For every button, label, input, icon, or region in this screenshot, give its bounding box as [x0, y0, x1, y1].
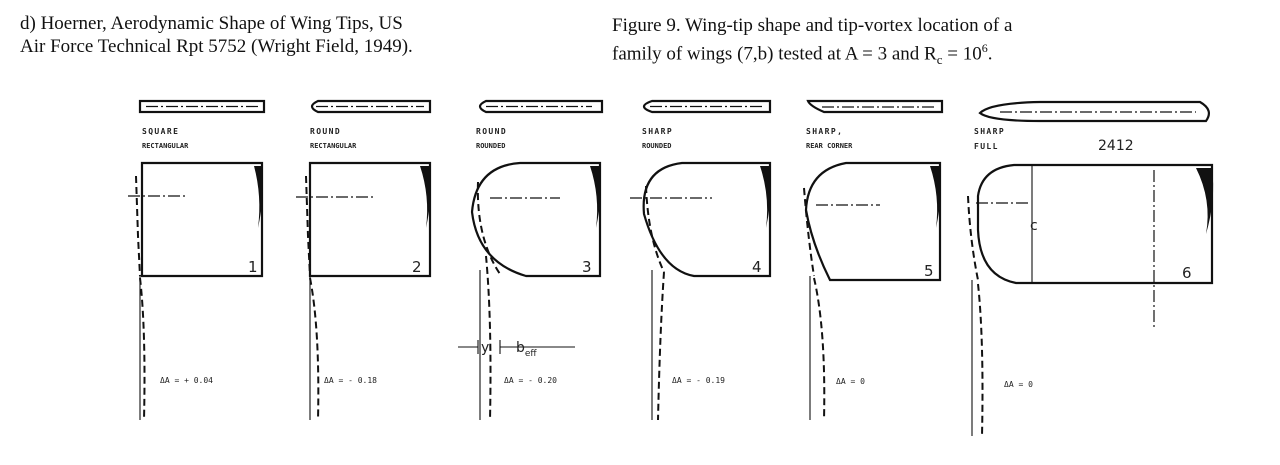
wing-1-number: 1 — [248, 258, 258, 276]
wing-5-number: 5 — [924, 262, 934, 280]
reference-line-2: Air Force Technical Rpt 5752 (Wright Field, 1949). — [20, 36, 413, 57]
wing-4-vortex-trace — [658, 272, 664, 420]
wing-6-section — [980, 102, 1209, 121]
wing-1-section — [140, 101, 264, 112]
wing-3-number: 3 — [582, 258, 592, 276]
caption-subscript: c — [936, 52, 943, 68]
wing-1-planform — [128, 163, 263, 276]
wing-3 — [458, 101, 602, 420]
wing-6-label-2: FULL — [974, 142, 999, 151]
wing-6-delta: ΔA = 0 — [1004, 380, 1033, 389]
caption-superscript: 6 — [981, 41, 988, 55]
wing-6-airfoil-label: 2412 — [1098, 138, 1134, 154]
caption-equals: = 10 — [942, 43, 982, 65]
wing-4-number: 4 — [752, 258, 762, 276]
wing-5-section — [808, 101, 942, 112]
wing-3-label-1: ROUND — [476, 127, 508, 136]
wing-2-section — [312, 101, 430, 112]
wing-5-planform — [804, 163, 941, 280]
wing-6-chord-label: c — [1030, 218, 1038, 234]
reference-line-1: d) Hoerner, Aerodynamic Shape of Wing Tips, US — [20, 13, 403, 34]
wing-4-planform — [630, 163, 771, 276]
wing-6-planform — [968, 165, 1213, 330]
wing-2-delta: ΔA = - 0.18 — [324, 376, 377, 385]
wing-2 — [296, 101, 431, 420]
wing-3-section — [480, 101, 602, 112]
wing-5 — [804, 101, 942, 420]
wing-1-delta: ΔA = + 0.04 — [160, 376, 213, 385]
wing-3-b-label — [516, 340, 537, 359]
caption-line-2-text: family of wings (7,b) tested at A = 3 and R — [612, 43, 937, 65]
wing-2-label-1: ROUND — [310, 127, 342, 136]
wing-3-b-sub: eff — [524, 349, 537, 359]
wing-4 — [630, 101, 771, 420]
wing-3-b: b — [516, 340, 525, 356]
wing-6 — [968, 102, 1213, 436]
wing-2-number: 2 — [412, 258, 422, 276]
wing-1-label-1: SQUARE — [142, 127, 180, 136]
wing-5-label-1: SHARP, — [806, 127, 844, 136]
wing-5-delta: ΔA = 0 — [836, 377, 865, 386]
wing-3-delta: ΔA = - 0.20 — [504, 376, 557, 385]
wing-2-vortex-trace — [310, 278, 318, 420]
wing-1-label-2: RECTANGULAR — [142, 142, 189, 150]
wing-3-y-label: y — [481, 340, 490, 356]
caption-line-1: Figure 9. Wing-tip shape and tip-vortex location of a — [612, 15, 1013, 36]
wing-1-vortex-trace — [140, 278, 145, 420]
wing-1 — [128, 101, 264, 420]
wing-4-section — [644, 101, 770, 112]
wing-2-label-2: RECTANGULAR — [310, 142, 357, 150]
wing-3-label-2: ROUNDED — [476, 142, 506, 150]
wing-5-label-2: REAR CORNER — [806, 142, 853, 150]
wing-2-planform — [296, 163, 431, 276]
wing-5-vortex-trace — [814, 278, 824, 420]
wing-6-vortex-trace — [978, 284, 983, 436]
wing-4-label-1: SHARP — [642, 127, 674, 136]
wing-6-number: 6 — [1182, 264, 1192, 282]
caption-end: . — [987, 43, 993, 65]
wing-4-delta: ΔA = - 0.19 — [672, 376, 725, 385]
wing-4-label-2: ROUNDED — [642, 142, 672, 150]
wing-3-vortex-trace — [486, 256, 491, 420]
wing-6-label-1: SHARP — [974, 127, 1006, 136]
